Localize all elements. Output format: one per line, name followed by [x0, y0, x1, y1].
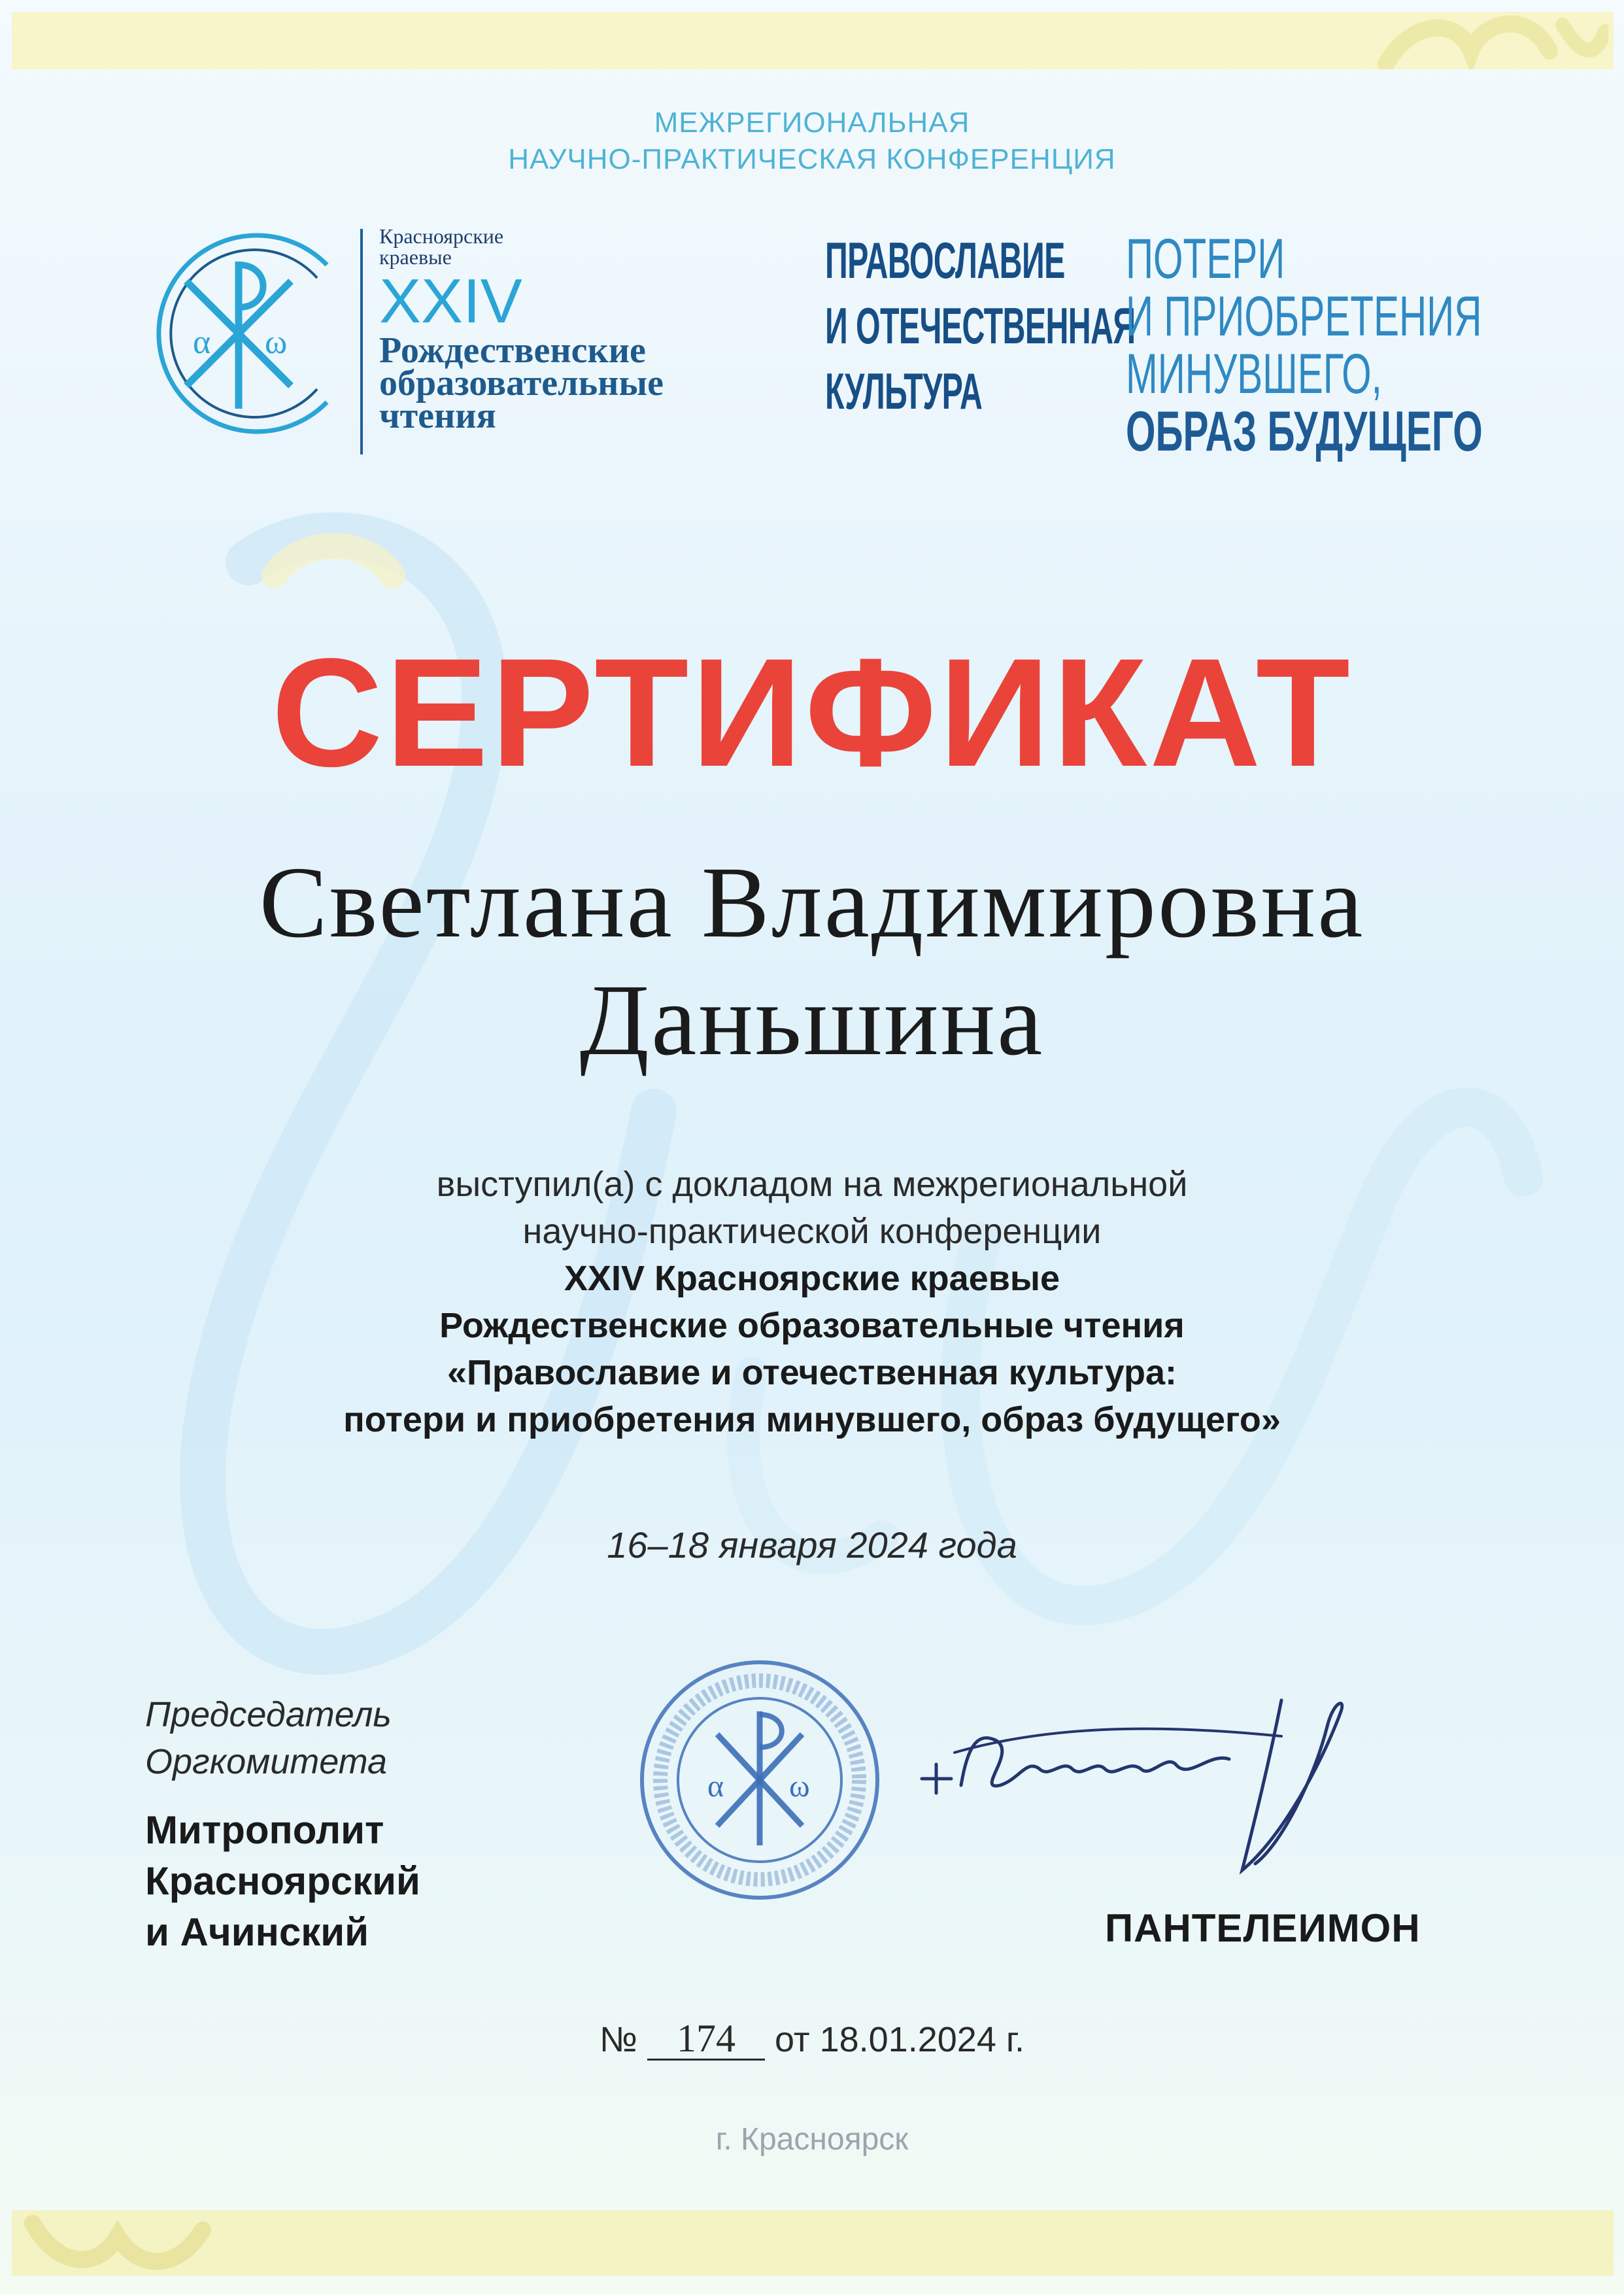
top-right-ornament-icon: [1373, 12, 1608, 69]
recipient-name: [0, 844, 1624, 1079]
chi-rho-logo-icon: [131, 226, 347, 441]
body-line5: «Православие и отечественная культура:: [447, 1353, 1177, 1392]
body-line4: Рождественские образовательные чтения: [439, 1306, 1185, 1345]
registration-date: от 18.01.2024 г.: [775, 2020, 1024, 2059]
title-line3: и Ачинский: [145, 1910, 369, 1954]
logo-title-line2: образовательные: [379, 363, 664, 403]
registration-line: [0, 2018, 1624, 2061]
logo-numeral: XXIV: [379, 266, 522, 336]
stylized-line2: И ОТЕЧЕСТВЕННАЯ: [825, 297, 1136, 354]
recipient-line2: Даньшина: [579, 963, 1045, 1076]
certificate-title: СЕРТИФИКАТ: [271, 626, 1353, 799]
certificate-number: 174: [647, 2018, 765, 2061]
number-prefix: №: [600, 2020, 637, 2059]
role-line2: Оргкомитета: [145, 1742, 388, 1781]
body-line6: потери и приобретения минувшего, образ будущего»: [343, 1400, 1281, 1439]
logo-line1: Красноярские: [379, 224, 504, 248]
organizing-committee-seal-icon: [629, 1649, 890, 1911]
stylized-line1: ПРАВОСЛАВИЕ: [825, 231, 1065, 289]
emblem-omega: ω: [265, 324, 288, 361]
logo-title-line3: чтения: [379, 396, 496, 436]
body-line1: выступил(а) с докладом на межрегиональной: [436, 1165, 1188, 1204]
title-line1: Митрополит: [145, 1808, 384, 1852]
signatory-role: [145, 1691, 392, 1785]
seal-omega: ω: [789, 1769, 810, 1804]
title-line2: Красноярский: [145, 1859, 420, 1903]
theme-stylized-logo: [825, 228, 1136, 424]
emblem-alpha: α: [193, 324, 211, 361]
logo-line2: краевые: [379, 245, 452, 269]
conference-type-line2: НАУЧНО-ПРАКТИЧЕСКАЯ КОНФЕРЕНЦИЯ: [508, 143, 1116, 175]
body-line2: научно-практической конференции: [522, 1212, 1102, 1251]
logo-title-line1: Рождественские: [379, 330, 646, 371]
theme-line4: ОБРАЗ БУДУЩЕГО: [1126, 400, 1483, 463]
certificate-body: [0, 1161, 1624, 1443]
role-line1: Председатель: [145, 1695, 392, 1734]
theme-line2: И ПРИОБРЕТЕНИЯ: [1126, 285, 1482, 348]
signer-name: ПАНТЕЛЕИМОН: [1105, 1906, 1421, 1950]
theme-line1: ПОТЕРИ: [1126, 228, 1285, 290]
stylized-line3: КУЛЬТУРА: [825, 362, 983, 420]
body-line3: XXIV Красноярские краевые: [564, 1259, 1060, 1298]
signatory-title: [145, 1805, 420, 1958]
theme-text-logo: [1126, 228, 1518, 463]
readings-logo-text: [379, 224, 745, 436]
bottom-decorative-band: [12, 2210, 1614, 2276]
city-footer: г. Красноярск: [715, 2122, 909, 2157]
handwritten-signature-icon: [915, 1687, 1412, 1883]
bottom-left-ornament-icon: [20, 2210, 229, 2276]
event-dates: 16–18 января 2024 года: [607, 1524, 1017, 1566]
conference-type-header: [0, 105, 1624, 178]
theme-line3: МИНУВШЕГО,: [1126, 343, 1382, 405]
seal-alpha: α: [707, 1769, 724, 1804]
recipient-line1: Светлана Владимировна: [259, 846, 1365, 959]
logo-divider: [360, 229, 363, 454]
conference-type-line1: МЕЖРЕГИОНАЛЬНАЯ: [654, 107, 970, 139]
